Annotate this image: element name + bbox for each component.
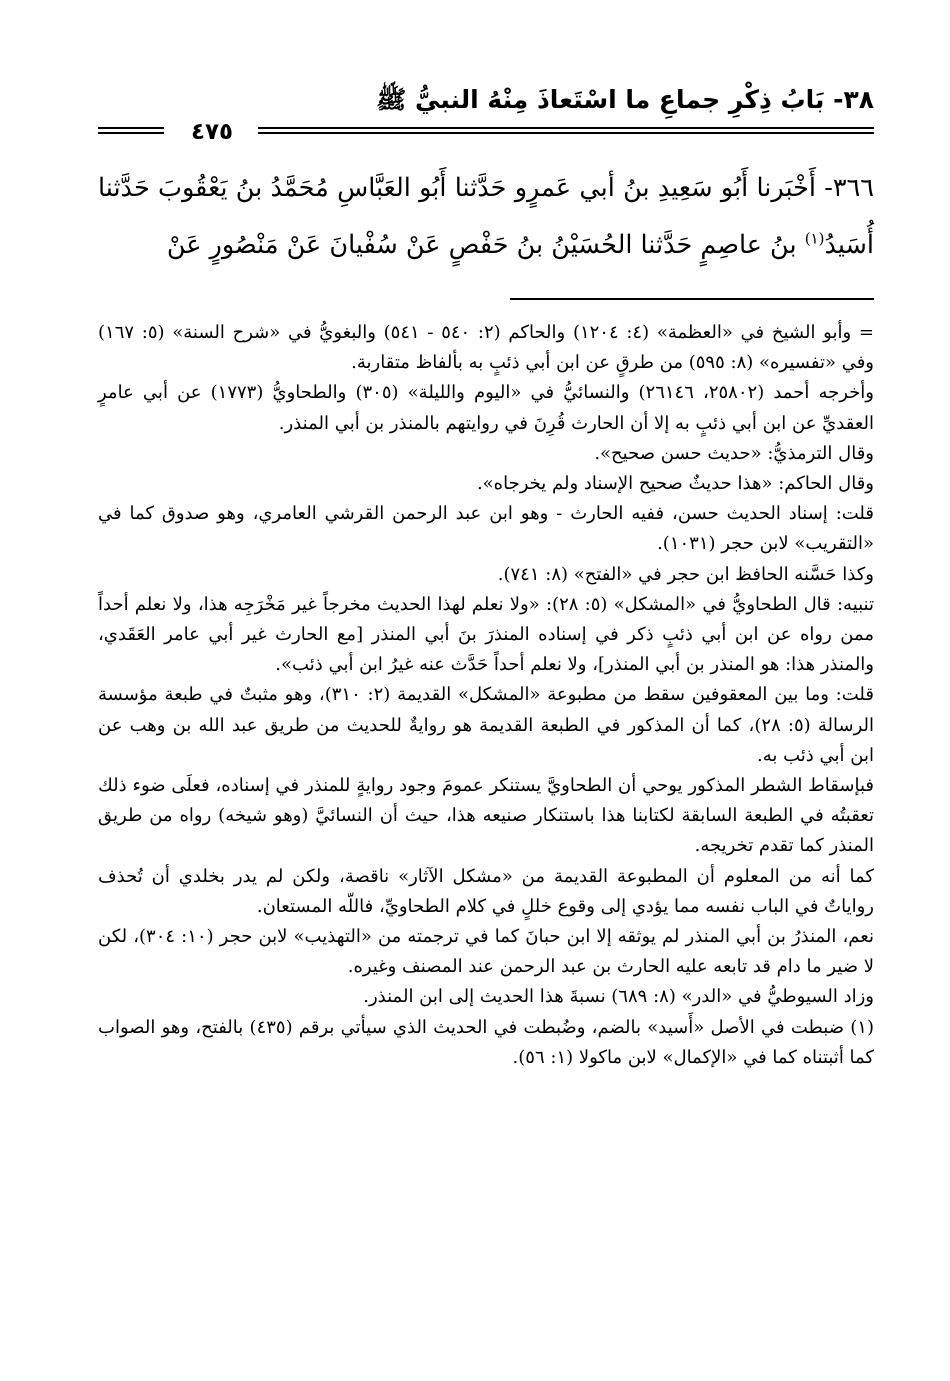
- footnote-1: (١) ضبطت في الأصل «أَسيد» بالضم، وضُبطت في الحديث الذي سيأتي برقم (٤٣٥) بالفتح، وهو الصواب كما أثبتناه كما في «الإكمال» لابن ماكولا (١: ٥٦).: [98, 1016, 874, 1068]
- note-paragraph: كما أنه من المعلوم أن المطبوعة القديمة من «مشكل الآثار» ناقصة، ولكن لم يدر بخلدي أن تُحذف رواياتٌ في الباب نفسه مما يؤدي إلى وقوع خللٍ في كلام الطحاويِّ، فاللّه المستعان.: [98, 865, 874, 917]
- header-rule-left: [98, 127, 164, 134]
- note-paragraph: قلت: وما بين المعقوفين سقط من مطبوعة «المشكل» القديمة (٢: ٣١٠)، وهو مثبتٌ في طبعة مؤسسة الرسالة (٥: ٢٨)، كما أن المذكور في الطبعة القديمة هو روايةٌ للحديث من طريق عبد الله بن وهب عن ابن أبي ذئب به.: [98, 684, 874, 766]
- note-paragraph: فبإسقاط الشطر المذكور يوحي أن الطحاويَّ يستنكر عمومَ وجود روايةٍ للمنذر في إسناده، فعلَى ضوء ذلك تعقبتُه في الطبعة السابقة لكتابنا هذا باستنكار صنيعه هذا، حيث أن النسائيَّ (وهو شيخه) رواه من طريق المنذر كما تقدم تخريجه.: [98, 775, 875, 857]
- header-rule: [98, 117, 874, 147]
- note-paragraph: قلت: إسناد الحديث حسن، ففيه الحارث - وهو ابن عبد الرحمن القرشي العامري، وهو صدوق كما في «التقريب» لابن حجر (١٠٣١).: [98, 503, 874, 555]
- note-paragraph: = وأبو الشيخ في «العظمة» (٤: ١٢٠٤) والحاكم (٢: ٥٤٠ - ٥٤١) والبغويُّ في «شرح السنة» (٥: ١٦٧) وفي «تفسيره» (٨: ٥٩٥) من طرقٍ عن ابن أبي ذئبٍ به بألفاظ متقاربة.: [98, 322, 874, 374]
- note-paragraph: تنبيه: قال الطحاويُّ في «المشكل» (٥: ٢٨): «ولا نعلم لهذا الحديث مخرجاً غير مَخْرَجِه هذا، ولا نعلم أحداً ممن رواه عن ابن أبي ذئبٍ ذكر في إسناده المنذرَ بنَ أبي المنذر [مع الحارث غير أبي عامر العَقَدي، والمنذر هذا: هو المنذر بن أبي المنذر]، ولا نعلم أحداً حَدَّث عنه غيرُ ابن أبي ذئب».: [98, 593, 874, 676]
- header-rule-right: [258, 127, 874, 134]
- note-paragraph: وزاد السيوطيُّ في «الدر» (٨: ٦٨٩) نسبةَ هذا الحديث إلى ابن المنذر.: [363, 986, 874, 1008]
- note-paragraph: وقال الحاكم: «هذا حديثٌ صحيح الإسناد ولم يخرجاه».: [476, 473, 874, 495]
- note-paragraph: وكذا حَسَّنه الحافظ ابن حجر في «الفتح» (٨: ٧٤١).: [497, 563, 874, 585]
- note-paragraph: نعم، المنذرُ بن أبي المنذر لم يوثقه إلا ابن حبانَ كما في ترجمته من «التهذيب» لابن حجر (١٠: ٣٠٤)، لكن لا ضير ما دام قد تابعه عليه الحارث بن عبد الرحمن عند المصنف وغيره.: [98, 926, 874, 978]
- footnotes-section: [98, 318, 874, 1073]
- note-paragraph: وأخرجه أحمد (٢٥٨٠٢، ٢٦١٤٦) والنسائيُّ في «اليوم والليلة» (٣٠٥) والطحاويُّ (١٧٧٣) عن أبي عامرٍ العقديِّ عن ابن أبي ذئبٍ به إلا أن الحارث قُرِنَ في روايتهم بالمنذر بن أبي المنذر.: [98, 382, 874, 434]
- hadith-text-part-1: ٣٦٦- أَخْبَرنا أَبُو سَعِيدِ بنُ أبي عَمرٍو حَدَّثنا أَبُو العَبَّاسِ مُحَمَّدُ بنُ يَعْقُوبَ حَدَّثنا أُسَيدُ: [98, 173, 874, 260]
- note-paragraph: وقال الترمذيُّ: «حديث حسن صحيح».: [594, 442, 874, 464]
- hadith-text: [98, 160, 874, 274]
- page-number: ٤٧٥: [190, 119, 234, 145]
- chapter-header: [98, 80, 874, 120]
- footnote-separator: [510, 298, 874, 300]
- footnote-marker: (١): [804, 229, 825, 248]
- chapter-title: ٣٨- بَابُ ذِكْرِ جماعِ ما اسْتَعاذَ مِنْهُ النبيُّ ﷺ: [376, 85, 874, 114]
- hadith-text-part-2: بنُ عاصِمٍ حَدَّثنا الحُسَيْنُ بنُ حَفْصٍ عَنْ سُفْيانَ عَنْ مَنْصُورٍ عَنْ: [166, 230, 805, 260]
- hadith-paragraph: [98, 160, 874, 274]
